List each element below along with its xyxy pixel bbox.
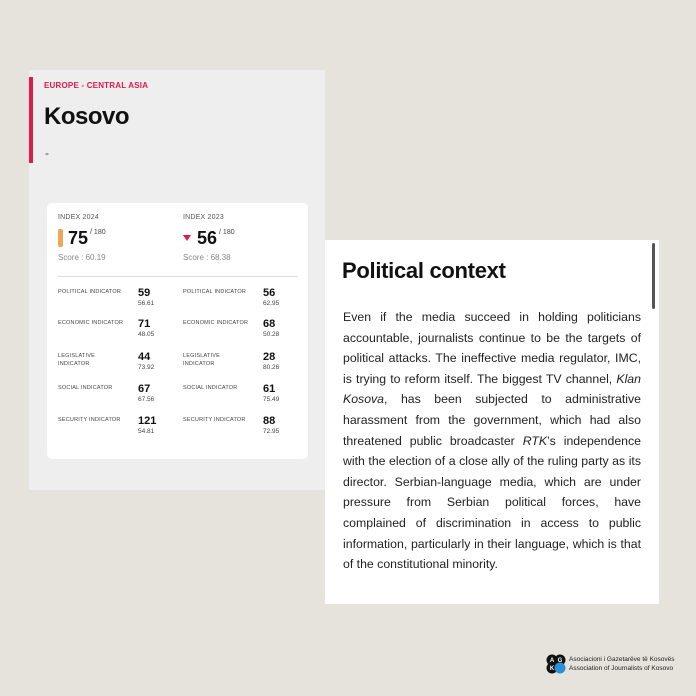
indicator-name: SECURITY INDICATOR (58, 417, 121, 423)
country-subtitle: - (45, 146, 49, 160)
context-text: ’s independence with the election of a close ally of the ruling party as its director. Serbian-language media, which are under pressure from Serbian political forces, have complained of discrimination in access to public information, particularly in their language, which is that of the constitutional minority. (343, 433, 641, 572)
organization-name-albanian: Asociacioni i Gazetarëve të Kosovës (569, 656, 675, 663)
indicator-score: 72.95 (263, 428, 280, 435)
region-label: EUROPE - CENTRAL ASIA (44, 81, 149, 90)
indicator-name: POLITICAL INDICATOR (183, 289, 246, 295)
indicator-score: 80.26 (263, 364, 280, 371)
index-2023-rank-total: / 180 (219, 229, 235, 236)
indicator-rank: 59 (138, 287, 151, 299)
indicator-row (58, 289, 170, 315)
indicator-name: LEGISLATIVE INDICATOR (183, 353, 220, 367)
logo-letter: A (549, 658, 555, 664)
index-2024-rank-total: / 180 (90, 229, 106, 236)
political-context-title: Political context (342, 258, 506, 283)
logo-letter: K (549, 666, 555, 672)
indicator-row (183, 353, 295, 379)
indicator-row (58, 320, 170, 346)
indicator-rank: 28 (263, 351, 276, 363)
indicator-rank: 121 (138, 415, 157, 427)
indicator-row (58, 385, 170, 411)
indicator-name: ECONOMIC INDICATOR (183, 320, 249, 326)
indicator-row (183, 320, 295, 346)
index-panel (47, 203, 308, 459)
context-emphasis: Klan Kosova (343, 371, 641, 407)
indicator-rank: 44 (138, 351, 151, 363)
index-2023-title: INDEX 2023 (183, 214, 224, 221)
indicator-rank: 56 (263, 287, 276, 299)
context-emphasis: RTK (522, 433, 548, 448)
indicator-row (183, 417, 295, 443)
context-text: Even if the media succeed in holding politicians accountable, journalists continue to be the targets of political attacks. The ineffective media regulator, IMC, is trying to reform itself. The biggest TV channel, (343, 310, 641, 386)
political-context-card (325, 240, 659, 604)
index-2023-rank: 56 (197, 228, 218, 248)
context-text: , has been subjected to administrative harassment from the government, which had also threatened public broadcaster (343, 392, 641, 448)
country-card (29, 70, 325, 490)
index-2024-score: Score : 60.19 (58, 253, 106, 262)
indicator-rank: 67 (138, 383, 151, 395)
organization-name (569, 655, 675, 673)
indicator-score: 62.95 (263, 300, 280, 307)
rank-marker-bar-icon (58, 229, 63, 247)
index-2024-rank: 75 (68, 228, 89, 248)
down-arrow-icon (183, 235, 191, 241)
country-title: Kosovo (44, 103, 130, 130)
index-2024-column (58, 214, 170, 262)
indicator-row (183, 385, 295, 411)
indicator-name: SOCIAL INDICATOR (183, 385, 238, 391)
indicator-name: SECURITY INDICATOR (183, 417, 246, 423)
indicator-score: 75.49 (263, 396, 280, 403)
indicator-score: 73.92 (138, 364, 155, 371)
indicator-score: 50.28 (263, 331, 280, 338)
indicator-rank: 71 (138, 318, 151, 330)
indicator-score: 54.81 (138, 428, 155, 435)
accent-bar (29, 77, 33, 163)
indicator-name: ECONOMIC INDICATOR (58, 320, 124, 326)
indicator-rank: 68 (263, 318, 276, 330)
indicator-rank: 88 (263, 415, 276, 427)
agk-logo-icon (546, 654, 566, 674)
indicator-name: SOCIAL INDICATOR (58, 385, 113, 391)
organization-name-english: Association of Journalists of Kosovo (569, 665, 674, 672)
indicator-score: 56.61 (138, 300, 155, 307)
indicator-score: 48.05 (138, 331, 155, 338)
index-2023-score: Score : 68.38 (183, 253, 231, 262)
indicator-row (183, 289, 295, 315)
indicator-name: LEGISLATIVE INDICATOR (58, 353, 95, 367)
index-2023-column (183, 214, 295, 262)
indicator-name: POLITICAL INDICATOR (58, 289, 121, 295)
divider (58, 276, 298, 277)
index-2024-title: INDEX 2024 (58, 214, 99, 221)
logo-letter: G (557, 658, 563, 664)
political-context-body (343, 307, 641, 575)
indicator-rank: 61 (263, 383, 276, 395)
indicator-score: 67.56 (138, 396, 155, 403)
indicator-row (58, 353, 170, 379)
scrollbar[interactable] (652, 243, 655, 309)
indicator-row (58, 417, 170, 443)
